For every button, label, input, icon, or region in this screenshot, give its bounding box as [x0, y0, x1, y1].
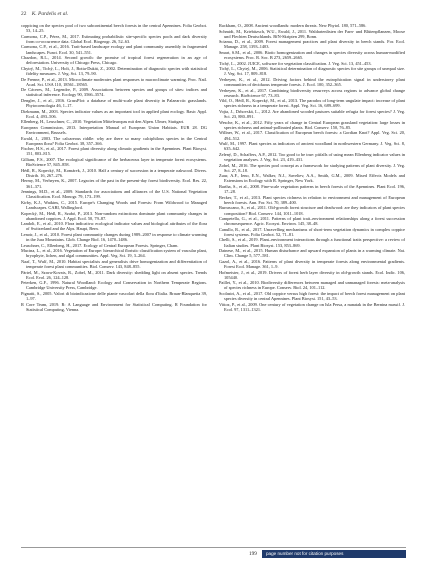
reference-entry: Gilliam, F.S., 2007. The ecological significance of the herbaceous layer in temperate forest ecosystems. BioScience 57, 845–858. [21, 156, 207, 168]
reference-entry: Pignatti, S., 2005. Valori di bioindicazione delle piante vascolari della flora d'Italia. Braun-Blanquetia 39, 1–97. [21, 290, 207, 302]
reference-entry: Carmona, C.P., et al., 2016. Trait-based landscape ecology and plant community assembly in fragmented landscapes. Funct. Ecol. 30, 541–551. [21, 44, 207, 55]
reference-entry: Burrascano, S., et al., 2011. Old-growth forest structure and deadwood: are they indicators of plant species composition? Biol. Conserv. 144, 1011–1018. [219, 205, 405, 216]
header-authors: K. Pardelis et al. [31, 11, 69, 17]
reference-entry: Campetella, G., et al., 2011. Patterns of plant trait–environment relationships along a forest succession chronosequence. Agric. Ecosyst. Environ. 145, 38–48. [219, 216, 405, 227]
reference-entry: Canullo, R., et al., 2017. Unravelling mechanisms of short-term vegetation dynamics in complex coppice forest systems. Folia Geobot. 52, 71–81. [219, 226, 405, 237]
reference-entry: Verheyen, K., et al., 2012. Driving factors behind the eutrophication signal in understorey plant communities of deciduous temperate forests. J. Ecol. 100, 352–365. [219, 76, 405, 88]
reference-entry: Paillet, Y., et al., 2010. Biodiversity differences between managed and unmanaged forests: meta-analysis of species richness in Europe. Conserv. Biol. 24, 101–112. [219, 280, 405, 291]
reference-entry: Dainese, M., et al., 2015. Human disturbance and upward expansion of plants in a warming climate. Nat. Clim. Change 5, 577–581. [219, 248, 405, 259]
reference-entry: Tichý, L., 2002. JUICE, software for vegetation classification. J. Veg. Sci. 13, 451–453. [219, 60, 372, 66]
header-page-number: 22 [21, 11, 27, 17]
reference-entry: Carmona, C.P., Pérez, M., 2017. Estimating probabilistic site-specific species pools and dark diversity from co-occurrence data. Global Ecol. Biogeogr. 26, 52–63. [21, 33, 207, 44]
reference-entry: Chazdon, R.L., 2014. Second growth: the promise of tropical forest regeneration in an age of deforestation. University of Chicago Press, Chicago. [21, 55, 207, 66]
reference-entry: Gazol, A., et al., 2016. Patterns of plant diversity in temperate forests along environmental gradients. Forest Ecol. Manage. 361, 1–9. [219, 258, 405, 270]
reference-entry: De Cáceres, M., Legendre, P., 2009. Associations between species and groups of sites: indices and statistical inference. Ecology 90, 3566–3574. [21, 87, 207, 98]
reference-entry: Hofmeister, J., et al., 2019. Drivers of forest herb layer diversity in old-growth stands. Ecol. Indic. 106, 105440. [219, 269, 405, 280]
reference-entry: Lenoir, J., et al., 2010. Forest plant community changes during 1989–2007 in response to climate warming in the Jura Mountains. Glob. Change Biol. 16, 1470–1486. [21, 231, 207, 243]
references-column-right [219, 23, 405, 312]
reference-entry: Rackham, O., 2008. Ancient woodlands: modern threats. New Phytol. 180, 571–586. [219, 23, 367, 28]
reference-entry: De Frenne, P., et al., 2013. Microclimate moderates plant responses to macroclimate warming. Proc. Natl. Acad. Sci. USA 110, 18561–18565. [21, 76, 207, 87]
reference-entry: Fischer, H.S., et al., 2017. Forest plant diversity along climatic gradients in the Apennines. Plant Biosyst. 151, 803–815. [21, 146, 207, 157]
reference-entry: Chelli, S., et al., 2019. Plant–environment interactions through a functional traits perspective: a review of Italian studies. Plant Biosyst. 153, 853–869. [219, 237, 405, 248]
reference-entry: Sciama, D., et al., 2009. Forest management practices and plant diversity in beech stands. For. Ecol. Manage. 258, 1393–1403. [219, 39, 405, 50]
reference-entry: Vojta, J., Drhovská, L., 2012. Are abandoned wooded pastures suitable refugia for forest species? J. Veg. Sci. 23, 880–891. [219, 109, 405, 120]
reference-entry: Bartha, S., et al., 2008. Fine-scale vegetation patterns in beech forests of the Apennines. Plant Ecol. 196, 17–28. [219, 183, 405, 195]
reference-entry: Leuschner, C., Ellenberg, H., 2017. Ecology of Central European Forests. Springer, Cham. [21, 242, 179, 248]
running-header [21, 11, 68, 17]
footer-note: page number not for citation purposes [262, 550, 406, 558]
reference-entry: Kopecký, M., Hédl, R., Szabó, P., 2013. Non-random extinctions dominate plant community changes in abandoned coppices. J. Appl. Ecol. 50, 79–87. [21, 210, 207, 221]
reference-entry: Landolt, E., et al., 2010. Flora indicativa: ecological indicator values and biological attributes of the flora of Switzerland and the Alps. Haupt, Bern. [21, 221, 207, 232]
reference-entry: Vittoz, P., et al., 2009. One century of vegetation change on Isla Persa, a nunatak in the Bernina massif. J. Ecol. 97, 1311–1321. [219, 301, 405, 312]
reference-entry: Schmidt, M., Kriebitzsch, W.U., Ewald, J., 2011. Waldartenlisten der Farn- und Blütenpflanzen, Moose und Flechten Deutschlands. BfN-Skripten 299, Bonn. [219, 28, 405, 39]
reference-entry: Hédl, R., Kopecký, M., Komárek, J., 2010. Half a century of succession in a temperate oakwood. Divers. Distrib. 16, 267–276. [21, 167, 207, 178]
reference-entry: Jennings, M.D., et al., 2009. Standards for associations and alliances of the U.S. National Vegetation Classification. Ecol. Monogr. 79, 173–199. [21, 189, 207, 200]
reference-entry: Zelený, D., Schaffers, A.P., 2012. Too good to be true: pitfalls of using mean Ellenberg indicator values in vegetation analyses. J. Veg. Sci. 23, 419–431. [219, 151, 405, 162]
reference-entry: Naaf, T., Wulf, M., 2010. Habitat specialists and generalists drive homogenization and differentiation of temperate forest plant communities. Biol. Conserv. 143, 848–855. [21, 258, 207, 270]
references-column-left [21, 23, 207, 312]
reference-entry: Verheyen, K., et al., 2017. Combining biodiversity resurveys across regions to advance global change research. BioScience 67, 73–83. [219, 87, 405, 98]
reference-entry: Ellenberg, H., Leuschner, C., 2010. Vegetation Mitteleuropas mit den Alpen. Ulmer, Stuttgart. [21, 119, 185, 125]
reference-entry: Tichý, L., Chytrý, M., 2006. Statistical determination of diagnostic species for site groups of unequal size. J. Veg. Sci. 17, 809–818. [219, 66, 405, 77]
reference-entry: Willner, W., et al., 2017. Classification of European beech forests: a Gordian Knot? Appl. Veg. Sci. 20, 494–512. [219, 130, 405, 141]
reference-entry: Wesche, K., et al., 2012. Fifty years of change in Central European grassland vegetation: large losses in species richness and animal-pollinated plants. Biol. Conserv. 150, 76–85. [219, 119, 405, 130]
reference-entry: coppicing on the species pool of two subcontinental beech forests in the central Apennines. Folia Geobot. 53, 14–25. [21, 23, 207, 34]
reference-entry: Scolastri, A., et al., 2017. Old coppice versus high forest: the impact of beech forest management on plant species diversity in central Apennines. Plant Biosyst. 151, 43–53. [219, 290, 405, 302]
reference-entry: Chytrý, M., Tichý, L., Holt, J., Botta-Dukát, Z., 2002. Determination of diagnostic species with statistical fidelity measures. J. Veg. Sci. 13, 79–90. [21, 65, 207, 76]
reference-entry: Dengler, J., et al., 2016. GrassPlot: a database of multi-scale plant diversity in Palaearctic grasslands. Phytocoenologia 46, 1–17. [21, 97, 207, 109]
footer-divider [21, 547, 406, 548]
footer-page-number: 199 [249, 551, 257, 557]
reference-entry: Zuur, A.F., Ieno, E.N., Walker, N.J., Saveliev, A.A., Smith, G.M., 2009. Mixed Effects Models and Extensions in Ecology with R. Springer, New York. [219, 173, 405, 184]
reference-entry: Ewald, J., 2003. The calcareous riddle: why are there so many calciphilous species in the Central European flora? Folia Geobot. 38, 357–366. [21, 135, 207, 146]
reference-entry: Mucina, L., et al., 2016. Vegetation of Europe: hierarchical floristic classification system of vascular plant, bryophyte, lichen, and algal communities. Appl. Veg. Sci. 19, 3–264. [21, 248, 207, 259]
reference-entry: Peterken, G.F., 1996. Natural Woodland: Ecology and Conservation in Northern Temperate Regions. Cambridge University Press, Cambridge. [21, 280, 207, 291]
reference-entry: European Commission, 2013. Interpretation Manual of European Union Habitats. EUR 28. DG Environment, Brussels. [21, 124, 207, 136]
reference-entry: Smart, S.M., et al., 2006. Biotic homogenization and changes in species diversity across human-modified ecosystems. Proc. R. Soc. B 273, 2659–2665. [219, 49, 405, 61]
reference-entry: Hermy, M., Verheyen, K., 2007. Legacies of the past in the present-day forest biodiversity. Ecol. Res. 22, 361–371. [21, 178, 207, 189]
reference-entry: Wulf, M., 1997. Plant species as indicators of ancient woodland in northwestern Germany. J. Veg. Sci. 8, 635–642. [219, 141, 405, 152]
reference-entry: Becker, T., et al., 2013. Plant species richness in relation to environment and management of European beech forests. Ann. For. Sci. 70, 389–400. [219, 194, 405, 205]
reference-entry: Vild, O., Hédl, R., Kopecký, M., et al., 2013. The paradox of long-term ungulate impact: increase of plant species richness in a temperate forest. Appl. Veg. Sci. 16, 689–699. [219, 98, 405, 109]
reference-entry: Diekmann, M., 2003. Species indicator values as an important tool in applied plant ecology. Basic Appl. Ecol. 4, 493–506. [21, 108, 207, 119]
reference-entry: Pärtel, M., Szava-Kovats, R., Zobel, M., 2011. Dark diversity: shedding light on absent species. Trends Ecol. Evol. 26, 124–128. [21, 269, 207, 280]
reference-entry: Zobel, M., 2016. The species pool concept as a framework for studying patterns of plant diversity. J. Veg. Sci. 27, 8–18. [219, 162, 405, 173]
page-footer [0, 551, 427, 560]
reference-entry: R Core Team, 2019. R: A Language and Environment for Statistical Computing. R Foundation for Statistical Computing, Vienna. [21, 301, 207, 312]
reference-entry: Kirby, K.J., Watkins, C., 2015. Europe's Changing Woods and Forests: From Wildwood to Managed Landscapes. CABI, Wallingford. [21, 199, 207, 210]
